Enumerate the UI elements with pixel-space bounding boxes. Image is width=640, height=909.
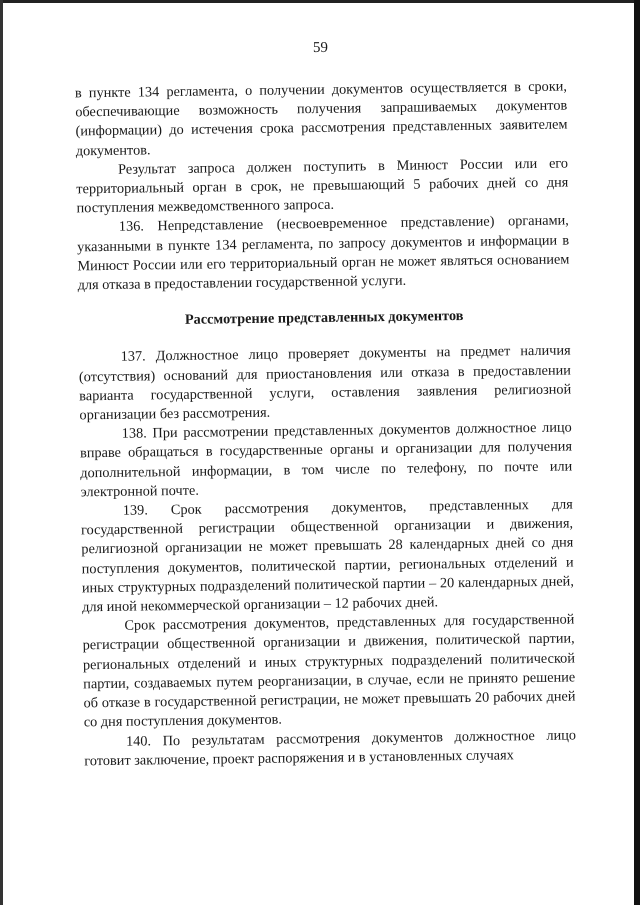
paragraph: в пункте 134 регламента, о получении документов осуществляется в сроки, обеспечивающие возможность получения запрашиваемых документов (информации) до истечения срока рассмотрения представленных заявителем документов. [74, 78, 568, 159]
section-heading: Рассмотрение представленных документов [184, 308, 464, 329]
paragraph: 137. Должностное лицо проверяет документы на предмет наличия (отсутствия) оснований для приостановления или отказа в предоставлении варианта государственной услуги, оставления заявления религиозной организации без рассмотрения. [78, 342, 572, 424]
paragraph: 140. По результатам рассмотрения документов должностное лицо готовит заключение, проект распоряжения и в установленных случаях [84, 726, 577, 770]
paragraph: Срок рассмотрения документов, представленных для государственной регистрации общественной организации и движения, политической партии, региональных отделений и иных структурных подразделений политической партии, создаваемых путем реорганизации, в случае, если не принято решение об отказе в государственной регистрации, не может превышать 20 рабочих дней со дня поступления документов. [82, 611, 576, 731]
page-number: 59 [312, 39, 328, 57]
paragraph: 138. При рассмотрении представленных документов должностное лицо вправе обращаться в государственные органы и организации для получения дополнительной информации, в том числе по телефону, по почте или электронной почте. [79, 419, 573, 501]
paragraph: 139. Срок рассмотрения документов, представленных для государственной регистрации общественной организации и движения, религиозной организации не может превышать 28 календарных дней со дня поступления документов, политической партии, региональных отделений и иных структурных подразделений политической партии – 20 календарных дней, для иной некоммерческой организации – 12 рабочих дней. [80, 496, 574, 616]
paragraph: Результат запроса должен поступить в Минюст России или его территориальный орган в срок, не превышающий 5 рабочих дней со дня поступления межведомственного запроса. [76, 155, 569, 217]
paragraph: 136. Непредставление (несвоевременное представление) органами, указанными в пункте 134 регламента, по запросу документов и информации в Минюст России или его территориальный орган не может являться основанием для отказа в предоставлении государственной услуги. [77, 212, 570, 294]
paragraphs-after [79, 342, 577, 771]
paragraphs-before [75, 78, 570, 296]
